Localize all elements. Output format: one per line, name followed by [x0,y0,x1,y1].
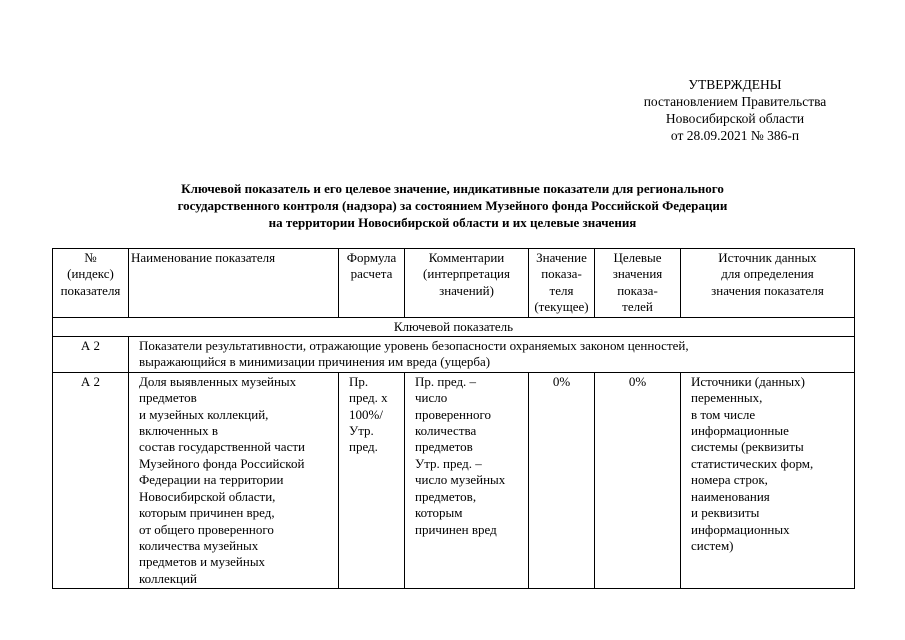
row-target-value: 0% [595,372,681,588]
title-line-3: на территории Новосибирской области и их целевые значения [268,215,637,230]
header-formula: Формула расчета [339,249,405,318]
approval-stamp [620,76,850,144]
row-index: А 2 [53,372,129,588]
header-comments: Комментарии (интерпретация значений) [405,249,529,318]
header-data-source: Источник данных для определения значения показателя [681,249,855,318]
indicator-table [52,248,855,589]
row-name: Доля выявленных музейных предметов и музейных коллекций, включенных в состав государственной части Музейного фонда Российской Федерации на территории Новосибирской области, которым причинен вред, от общего проверенного количества музейных предметов и музейных коллекций [129,372,339,588]
header-index: № (индекс) показателя [53,249,129,318]
row-formula: Пр. пред. х 100%/ Утр. пред. [339,372,405,588]
group-text: Показатели результативности, отражающие уровень безопасности охраняемых законом ценностей, выражающийся в минимизации причинения им вреда (ущерба) [129,337,855,373]
section-key-indicator: Ключевой показатель [53,317,855,336]
group-index: А 2 [53,337,129,373]
approval-line-4: от 28.09.2021 № 386-п [670,128,800,143]
approval-line-1: УТВЕРЖДЕНЫ [688,77,782,92]
row-data-source: Источники (данных) переменных, в том числе информационные системы (реквизиты статистических форм, номера строк, наименования и реквизиты информационных систем) [681,372,855,588]
table-header-row [53,249,855,318]
document-title [80,180,825,231]
header-target-values: Целевые значения показа- телей [595,249,681,318]
section-row [53,317,855,336]
header-current-value: Значение показа- теля (текущее) [529,249,595,318]
row-comments: Пр. пред. – число проверенного количества предметов Утр. пред. – число музейных предметов, которым причинен вред [405,372,529,588]
header-name: Наименование показателя [129,249,339,318]
approval-line-2: постановлением Правительства [643,94,827,109]
title-line-2: государственного контроля (надзора) за состоянием Музейного фонда Российской Федерации [177,198,728,213]
row-current-value: 0% [529,372,595,588]
approval-line-3: Новосибирской области [665,111,805,126]
table-row [53,372,855,588]
title-line-1: Ключевой показатель и его целевое значение, индикативные показатели для регионального [181,181,724,196]
group-row [53,337,855,373]
